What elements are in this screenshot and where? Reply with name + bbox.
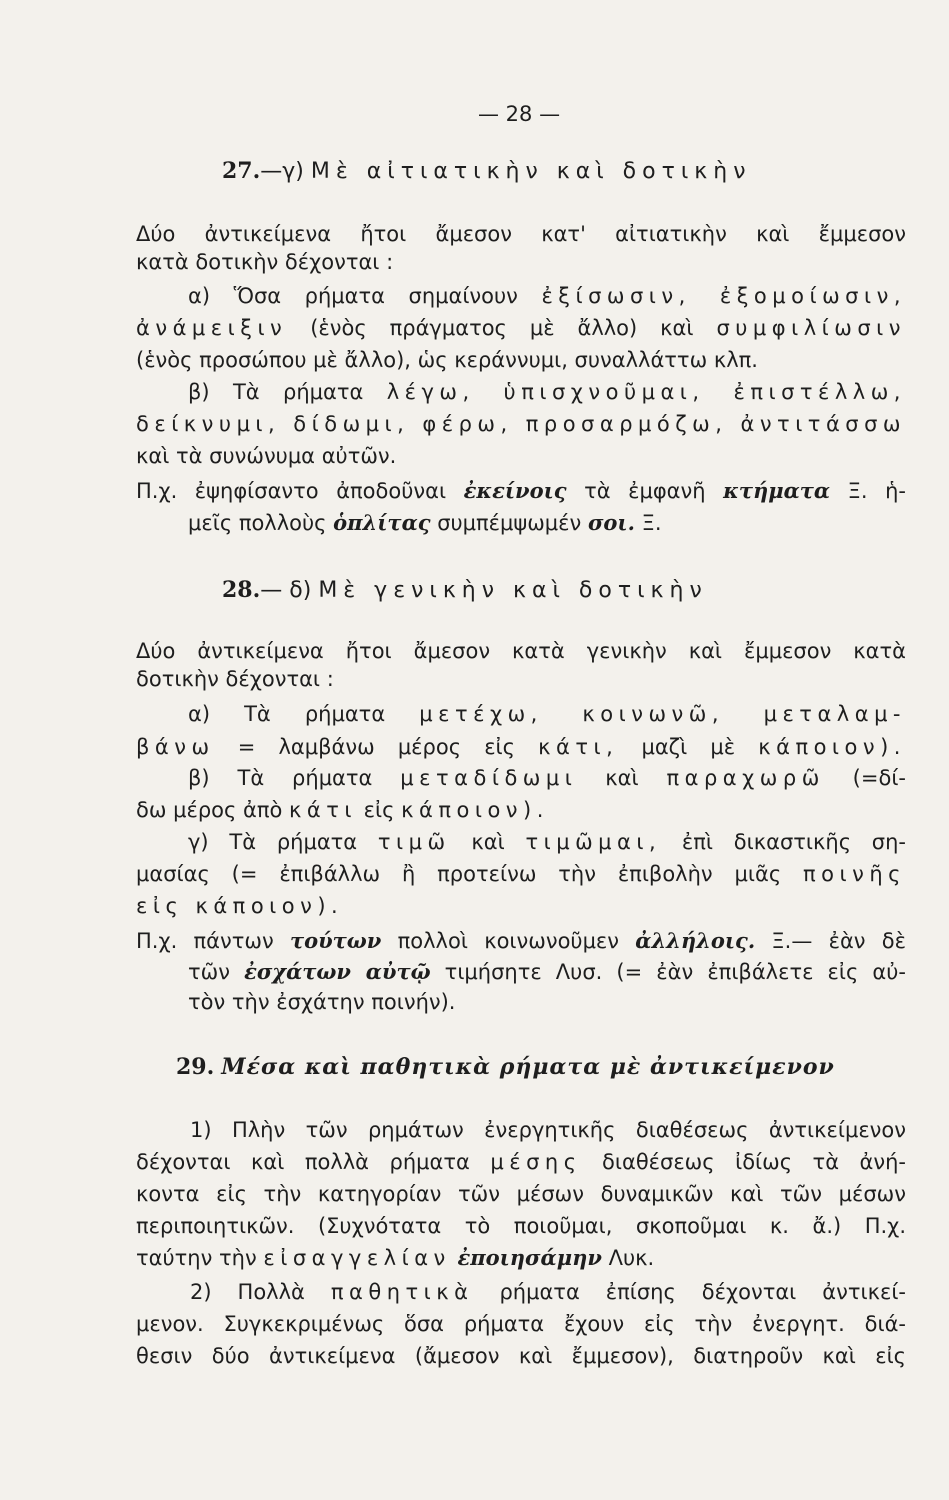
text-line: γ) Τὰ ρήματα τιμῶ καὶ τιμῶμαι, ἐπὶ δικαστικῆς ση- [188,830,906,854]
text-line: βάνω = λαμβάνω μέρος εἰς κάτι, μαζὶ μὲ κάποιον). [136,735,906,759]
text-line: μεῖς πολλοὺς ὁπλίτας συμπέμψωμέν σοι. Ξ. [188,510,662,535]
text-line: β) Τὰ ρήματα μεταδίδωμι καὶ παραχωρῶ (=δί- [188,766,906,790]
text-line: μενον. Συγκεκριμένως ὅσα ρήματα ἔχουν εἰς τὴν ἐνεργητ. διά- [136,1312,906,1336]
text-line: Π.χ. πάντων τούτων πολλοὶ κοινωνοῦμεν ἀλλήλοις. Ξ.— ἐὰν δὲ [136,928,906,953]
text-line: θεσιν δύο ἀντικείμενα (ἄμεσον καὶ ἔμμεσον), διατηροῦν καὶ εἰς [136,1344,906,1368]
text-line: ἀνάμειξιν (ἑνὸς πράγματος μὲ ἄλλο) καὶ συμφιλίωσιν [136,316,906,340]
text-line: δοτικὴν δέχονται : [136,667,334,691]
text-line: δω μέρος ἀπὸ κάτι εἰς κάποιον). [136,798,549,822]
text-line: Δύο ἀντικείμενα ἤτοι ἄμεσον κατ' αἰτιατικὴν καὶ ἔμμεσον [136,222,906,246]
text-line: Π.χ. ἐψηφίσαντο ἀποδοῦναι ἐκείνοις τὰ ἐμφανῆ κτήματα Ξ. ἡ- [136,478,906,503]
text-line: τὸν τὴν ἐσχάτην ποινήν). [188,990,456,1014]
text-line: (ἑνὸς προσώπου μὲ ἄλλο), ὡς κεράννυμι, συναλλάττω κλπ. [136,348,758,372]
text-line: 1) Πλὴν τῶν ρημάτων ἐνεργητικῆς διαθέσεως ἀντικείμενον [190,1118,906,1142]
text-line: β) Τὰ ρήματα λέγω, ὑπισχνοῦμαι, ἐπιστέλλω, [188,380,906,404]
text-line: α) Ὅσα ρήματα σημαίνουν ἐξίσωσιν, ἐξομοίωσιν, [188,284,906,308]
text-line: κοντα εἰς τὴν κατηγορίαν τῶν μέσων δυναμικῶν καὶ τῶν μέσων [136,1182,906,1206]
text-line: Δύο ἀντικείμενα ἤτοι ἄμεσον κατὰ γενικὴν καὶ ἔμμεσον κατὰ [136,639,906,663]
section-number: 29. [176,1054,215,1080]
text-line: δείκνυμι, δίδωμι, φέρω, προσαρμόζω, ἀντιτάσσω [136,412,906,436]
text-line: μασίας (= ἐπιβάλλω ἢ προτείνω τὴν ἐπιβολὴν μιᾶς ποινῆς [136,862,906,886]
section-27-heading: 27.—γ) Μὲ αἰτιατικὴν καὶ δοτικὴν [222,158,752,184]
text-line: κατὰ δοτικὴν δέχονται : [136,250,394,274]
section-28-heading: 28.— δ) Μὲ γενικὴν καὶ δοτικὴν [222,577,708,603]
section-number: 28. [222,577,261,603]
text-line: α) Τὰ ρήματα μετέχω, κοινωνῶ, μεταλαμ- [188,702,907,726]
text-line: εἰς κάποιον). [136,894,344,918]
text-line: περιποιητικῶν. (Συχνότατα τὸ ποιοῦμαι, σκοποῦμαι κ. ἄ.) Π.χ. [136,1214,906,1238]
text-line: ταύτην τὴν εἰσαγγελίαν ἐποιησάμην Λυκ. [136,1245,655,1270]
text-line: δέχονται καὶ πολλὰ ρήματα μέσης διαθέσεως ἰδίως τὰ ἀνή- [136,1150,907,1174]
section-29-heading: 29. Μέσα καὶ παθητικὰ ρήματα μὲ ἀντικείμενον [176,1054,835,1080]
section-number: 27. [222,158,261,184]
text-line: 2) Πολλὰ παθητικὰ ρήματα ἐπίσης δέχονται ἀντικεί- [190,1280,907,1304]
text-line: καὶ τὰ συνώνυμα αὐτῶν. [136,444,397,468]
page-number: — 28 — [478,102,561,126]
text-line: τῶν ἐσχάτων αὐτῷ τιμήσητε Λυσ. (= ἐὰν ἐπιβάλετε εἰς αὐ- [188,959,906,984]
